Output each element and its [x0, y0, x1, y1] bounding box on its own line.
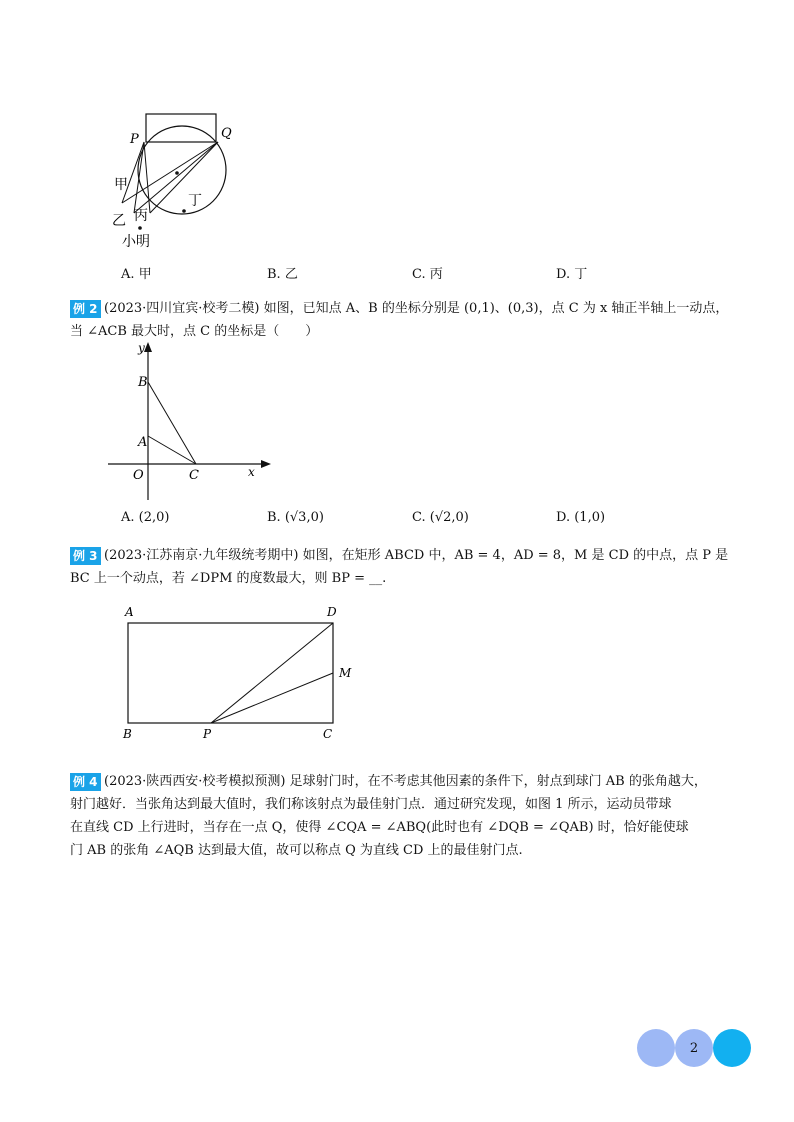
point-b-label: B	[138, 375, 148, 390]
label-yi: 乙	[112, 213, 126, 229]
rect-b-label: B	[123, 727, 132, 741]
choice-c: C. 丙	[412, 267, 443, 282]
ex2-choice-a: A. (2,0)	[121, 510, 170, 525]
origin-label: O	[133, 468, 144, 483]
example-3-line2: BC 上一个动点，若 ∠DPM 的度数最大，则 BP = __.	[70, 571, 387, 586]
ex2-choice-b: B. (√3,0)	[267, 510, 324, 525]
rect-m-label: M	[339, 666, 352, 680]
rect-d-label: D	[327, 605, 337, 619]
label-ding: 丁	[188, 193, 202, 209]
axis-y-label: y	[138, 341, 145, 355]
choice-a: A. 甲	[121, 267, 152, 282]
rect-c-label: C	[323, 727, 333, 741]
label-xiaoming: 小明	[122, 234, 150, 250]
example-2-line1: (2023·四川宜宾·校考二模) 如图，已知点 A、B 的坐标分别是 (0,1)、(0,3)，点 C 为 x 轴正半轴上一动点，	[104, 301, 729, 316]
label-p: P	[130, 132, 139, 147]
figure-1-circle	[100, 105, 240, 255]
ex2-choice-d: D. (1,0)	[556, 510, 606, 525]
example-4-line3: 在直线 CD 上行进时，当存在一点 Q，使得 ∠CQA = ∠ABQ(此时也有 ∠DQB = ∠QAB) 时，恰好能使球	[70, 820, 689, 835]
example-2-tag: 例 2	[70, 300, 101, 318]
page-deco-right	[713, 1029, 751, 1067]
label-bing: 丙	[134, 208, 148, 224]
goal-rect	[146, 114, 216, 142]
figure-3-rectangle	[115, 600, 365, 745]
example-4-tag: 例 4	[70, 773, 101, 791]
axis-x-label: x	[248, 465, 255, 479]
choice-d: D. 丁	[556, 267, 588, 282]
example-3-line1: (2023·江苏南京·九年级统考期中) 如图，在矩形 ABCD 中，AB = 4，AD = 8，M 是 CD 的中点，点 P 是	[104, 548, 729, 563]
ex2-choice-c: C. (√2,0)	[412, 510, 469, 525]
circle	[138, 126, 226, 214]
page-deco-left	[637, 1029, 675, 1067]
figure-2-axes	[100, 340, 280, 500]
page-number-circle	[675, 1029, 713, 1067]
rect-p-label: P	[203, 727, 212, 741]
label-jia: 甲	[114, 177, 128, 193]
point-a-label: A	[138, 435, 148, 450]
point-c-label: C	[189, 468, 199, 483]
example-3-tag: 例 3	[70, 547, 101, 565]
example-4-line4: 门 AB 的张角 ∠AQB 达到最大值，故可以称点 Q 为直线 CD 上的最佳射门点.	[70, 843, 523, 858]
choice-b: B. 乙	[267, 267, 298, 282]
example-2-line2: 当 ∠ACB 最大时，点 C 的坐标是（ ）	[70, 324, 319, 339]
example-4-line2: 射门越好．当张角达到最大值时，我们称该射点为最佳射门点．通过研究发现，如图 1 所示，运动员带球	[70, 797, 672, 812]
example-4-line1: (2023·陕西西安·校考模拟预测) 足球射门时，在不考虑其他因素的条件下，射点到球门 AB 的张角越大，	[104, 774, 707, 789]
label-q: Q	[221, 126, 232, 141]
rect-a-label: A	[125, 605, 134, 619]
page-number: 2	[689, 1040, 699, 1056]
